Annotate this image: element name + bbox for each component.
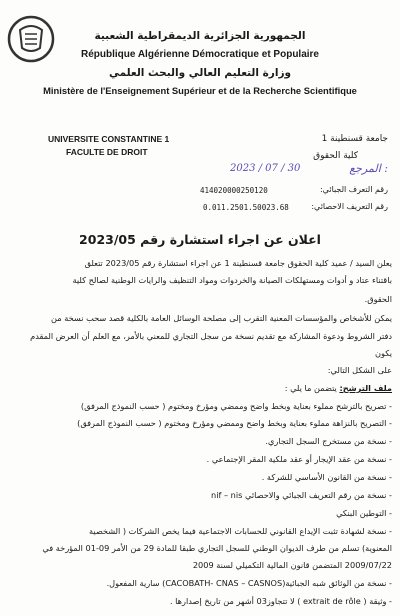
- list-item: - التصريح بالنزاهة مملوء بعناية وبخط واضح وممضي ومؤرخ ومختوم ( حسب النموذج المرفق): [77, 418, 392, 428]
- announcement-title: اعلان عن اجراء استشارة رقم 2023/05: [79, 232, 321, 247]
- faculty-french: FACULTE DE DROIT: [66, 147, 148, 157]
- list-item: 2009/07/22 المتضمن قانون المالية التكميلي لسنة 2009: [192, 560, 392, 570]
- body-line: باقتناء عتاد و أدوات ومستهلكات الصيانة والخردوات ومواد التنظيف والرايات الوطنية لصالح كلية: [72, 275, 392, 285]
- body-line: يكون: [374, 348, 392, 358]
- body-line: يمكن للأشخاص والمؤسسات المعنية التقرب إلى مصلحة الوسائل العامة بالكلية قصد سحب نسخة من: [51, 313, 392, 323]
- handwritten-date: 2023 / 07 / 30: [230, 163, 301, 174]
- file-intro: يتضمن ما يلي :: [284, 383, 340, 393]
- republic-french: République Algérienne Démocratique et Populaire: [80, 49, 319, 60]
- ministry-french: Ministère de l'Enseignement Supérieur et de la Recherche Scientifique: [43, 85, 357, 96]
- stat-id-label: رقم التعريف الاحصائي:: [311, 202, 388, 211]
- file-heading-line: [6, 382, 392, 394]
- body-line: يعلن السيد / عميد كلية الحقوق جامعة قسنطينة 1 عن اجراء استشارة رقم 2023/05 تتعلق: [84, 258, 392, 268]
- list-item: - التوطين البنكي: [336, 508, 392, 518]
- list-item: - نسخة من رقم التعريف الجبائي والاحصائي nif – nis: [211, 490, 392, 500]
- list-item: - نسخة لشهادة تثبت الإيداع القانوني للحسابات الاجتماعية فيما يخص الشركات ( الشخصية: [88, 526, 392, 536]
- handwritten-ref: المرجع :: [349, 162, 388, 175]
- faculty-arabic: كلية الحقوق: [313, 151, 358, 161]
- body-line: الحقوق.: [364, 294, 392, 304]
- list-item: - تصريح بالترشح مملوء بعناية وبخط واضح وممضي ومؤرخ ومختوم ( حسب النموذج المرفق): [80, 401, 392, 411]
- body-line: دفتر الشروط ودعوة المشاركة مع تقديم نسخة من سجل التجاري للمعني بالأمر، مع العلم أن العرض المقدم: [30, 331, 392, 341]
- ministry-arabic: وزارة التعليم العالي والبحث العلمي: [108, 67, 292, 79]
- list-item: - نسخة من الوثائق شبه الجبائية(CACOBATH- CNAS – CASNOS) سارية المفعول.: [106, 578, 392, 588]
- stat-id-value: 0.011.2501.50023.68: [203, 203, 289, 212]
- tax-id-value: 414020000250120: [200, 186, 268, 195]
- university-arabic: جامعة قسنطينة 1: [321, 134, 388, 144]
- list-item: - نسخة من مستخرج السجل التجاري.: [265, 436, 392, 446]
- list-item: - نسخة من القانون الأساسي للشركة .: [261, 472, 392, 482]
- list-item: - نسخة من عقد الإيجار أو عقد ملكية المقر الإجتماعي .: [206, 454, 392, 464]
- body-line: على الشكل التالي:: [327, 365, 392, 375]
- university-french: UNIVERSITE CONSTANTINE 1: [48, 134, 170, 144]
- tax-id-label: رقم التعرف الجبائي:: [319, 185, 388, 194]
- list-item: - وثيقة ( extrait de rôle ) لا تتجاوز03 أشهر من تاريخ إصدارها .: [169, 596, 392, 606]
- file-heading: ملف الترشح:: [339, 383, 392, 393]
- republic-arabic: الجمهورية الجزائرية الديمقراطية الشعبية: [94, 30, 306, 42]
- list-item: المعنوية) تسلم من طرف الديوان الوطني للسجل التجاري طبقا للمادة 29 من الأمر 09-01 المؤرخة في: [42, 543, 392, 553]
